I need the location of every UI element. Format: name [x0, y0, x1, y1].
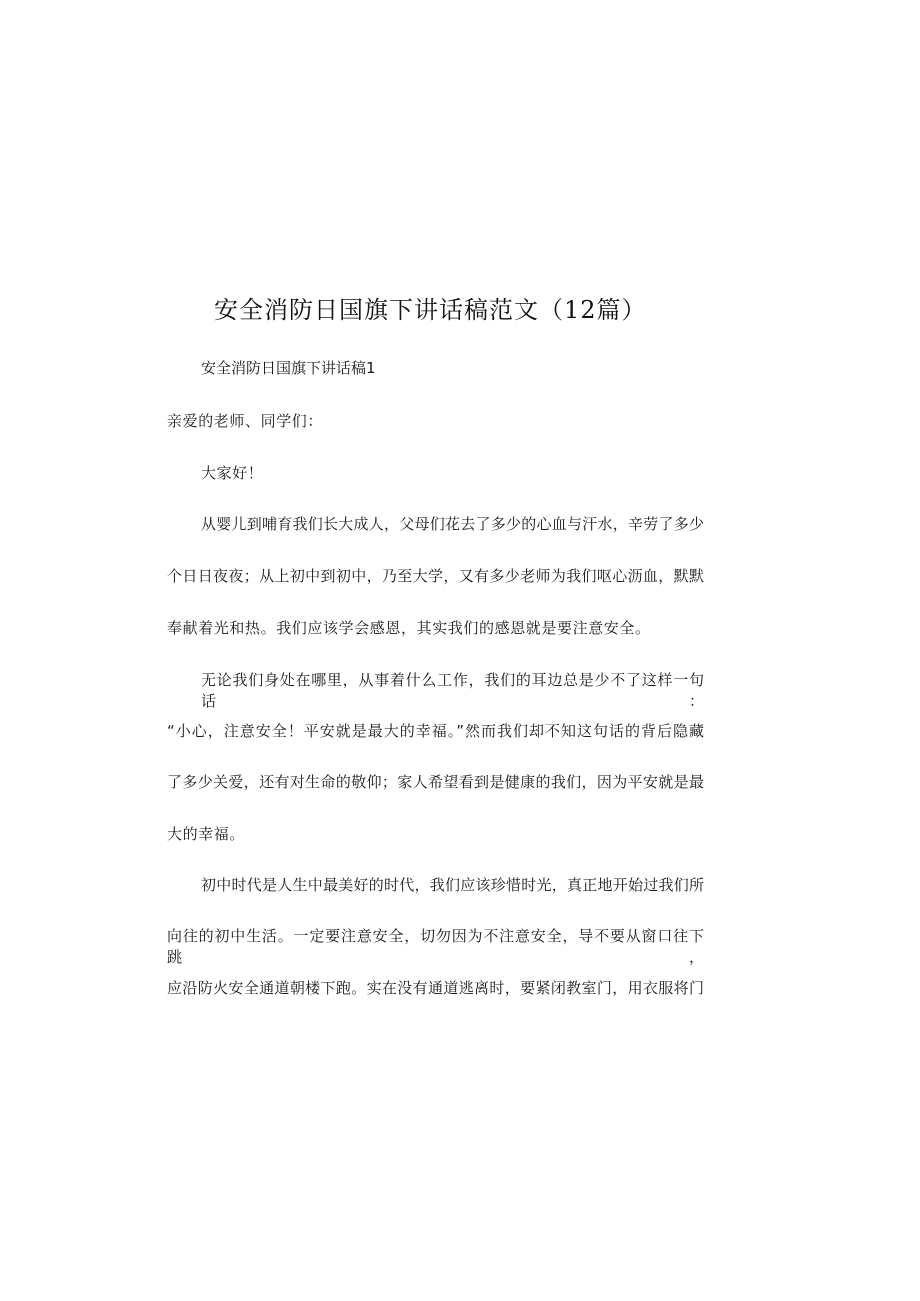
paragraph-line: 奉献着光和热。我们应该学会感恩，其实我们的感恩就是要注意安全。 — [167, 619, 651, 637]
paragraph-line: 应沿防火安全通道朝楼下跑。实在没有通道逃离时，要紧闭教室门，用衣服将门 — [167, 979, 704, 997]
greeting-line: 大家好！ — [201, 464, 264, 482]
paragraph-line: 了多少关爱，还有对生命的敬仰；家人希望看到是健康的我们，因为平安就是最 — [167, 773, 704, 791]
paragraph-line: 大的幸福。 — [167, 825, 246, 843]
paragraph-line: 无论我们身处在哪里，从事着什么工作，我们的耳边总是少不了这样一句话： — [201, 671, 704, 710]
paragraph-line: 向往的初中生活。一定要注意安全，切勿因为不注意安全，导不要从窗口往下跳， — [167, 927, 704, 966]
section-heading: 安全消防日国旗下讲话稿1 — [201, 359, 376, 377]
paragraph-line: “小心，注意安全！平安就是最大的幸福。”然而我们却不知这句话的背后隐藏 — [167, 722, 704, 740]
paragraph-line: 个日日夜夜；从上初中到初中，乃至大学，又有多少老师为我们呕心沥血，默默 — [167, 567, 704, 585]
paragraph-line: 初中时代是人生中最美好的时代，我们应该珍惜时光，真正地开始过我们所 — [201, 876, 704, 894]
paragraph-line: 从婴儿到哺育我们长大成人，父母们花去了多少的心血与汗水，辛劳了多少 — [201, 515, 704, 533]
document-title: 安全消防日国旗下讲话稿范文（12篇） — [214, 296, 647, 324]
salutation-line: 亲爱的老师、同学们： — [167, 412, 324, 430]
